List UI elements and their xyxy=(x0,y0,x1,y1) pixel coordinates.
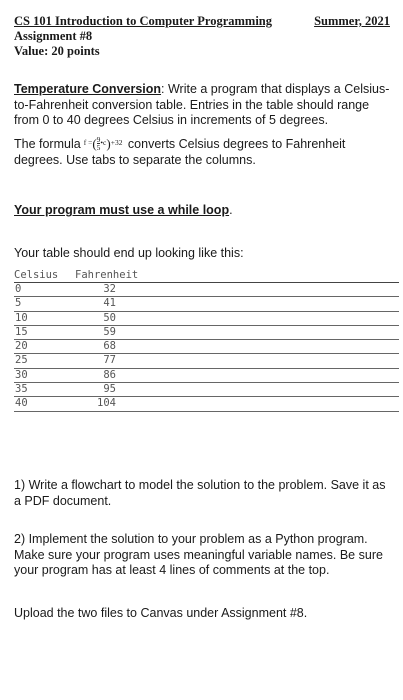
celsius-cell: 5 xyxy=(15,297,22,310)
term-label: Summer, 2021 xyxy=(314,14,390,28)
celsius-cell: 25 xyxy=(15,354,28,367)
intro-heading: Temperature Conversion xyxy=(14,82,162,96)
header-celsius: Celsius xyxy=(14,269,59,281)
table-row xyxy=(14,283,399,297)
table-row xyxy=(14,326,399,340)
header-row xyxy=(14,14,390,29)
formula-rhs: +32 xyxy=(110,138,123,148)
loop-requirement-text: Your program must use a while loop xyxy=(14,203,230,217)
fahrenheit-cell: 104 xyxy=(97,397,116,410)
table-header-row xyxy=(14,268,399,283)
celsius-cell: 10 xyxy=(15,311,28,324)
table-row xyxy=(14,297,399,311)
table-row xyxy=(14,354,399,368)
formula-lead: The formula xyxy=(14,137,81,152)
table-intro: Your table should end up looking like this: xyxy=(14,246,244,260)
table-row xyxy=(14,397,399,411)
fahrenheit-cell: 59 xyxy=(103,325,116,338)
task-python-program: 2) Implement the solution to your problem as a Python program. Make sure your program uses meaningful variable names. Be sure your program has at least 4 lines of comments at the top. xyxy=(14,532,383,577)
formula-denominator: 5 xyxy=(96,143,101,152)
table-row xyxy=(14,369,399,383)
document-header xyxy=(14,14,390,59)
intro-text: : Write a program that displays a Celsius-to-Fahrenheit conversion table. Entries in the table should range from 0 to 40 degrees Celsius in increments of 5 degrees. xyxy=(14,82,390,127)
formula-tail: converts Celsius degrees to Fahrenheit degrees. Use tabs to separate the columns. xyxy=(14,137,346,167)
loop-requirement-period: . xyxy=(229,203,233,217)
table-row xyxy=(14,340,399,354)
upload-instructions: Upload the two files to Canvas under Assignment #8. xyxy=(14,606,308,620)
formula-paren-open: ( xyxy=(92,136,97,151)
fahrenheit-cell: 32 xyxy=(103,283,116,295)
formula-expression xyxy=(84,136,123,151)
fahrenheit-cell: 95 xyxy=(103,383,116,396)
formula-numerator: 9 xyxy=(96,135,101,144)
formula-lhs: f = xyxy=(83,138,93,148)
fahrenheit-cell: 86 xyxy=(103,368,116,381)
formula-paren-close: ) xyxy=(106,136,111,151)
fahrenheit-cell: 77 xyxy=(103,354,116,367)
table-row xyxy=(14,383,399,397)
loop-requirement xyxy=(14,203,392,219)
fahrenheit-cell: 41 xyxy=(103,297,116,310)
header-fahrenheit: Fahrenheit xyxy=(75,269,139,281)
formula-paragraph xyxy=(14,136,392,168)
fahrenheit-cell: 50 xyxy=(103,311,116,324)
intro-paragraph xyxy=(14,82,392,129)
celsius-cell: 0 xyxy=(15,283,22,295)
celsius-cell: 15 xyxy=(15,325,28,338)
formula-variable: •c xyxy=(100,138,107,148)
course-title: CS 101 Introduction to Computer Programming xyxy=(14,14,272,28)
points-value: Value: 20 points xyxy=(14,44,100,58)
fahrenheit-cell: 68 xyxy=(103,340,116,353)
celsius-cell: 40 xyxy=(15,397,28,410)
assignment-label: Assignment #8 xyxy=(14,29,93,43)
celsius-cell: 30 xyxy=(15,368,28,381)
table-row xyxy=(14,312,399,326)
task-flowchart: 1) Write a flowchart to model the solution to the problem. Save it as a PDF document. xyxy=(14,478,386,508)
conversion-table xyxy=(14,268,399,412)
celsius-cell: 20 xyxy=(15,340,28,353)
celsius-cell: 35 xyxy=(15,383,28,396)
